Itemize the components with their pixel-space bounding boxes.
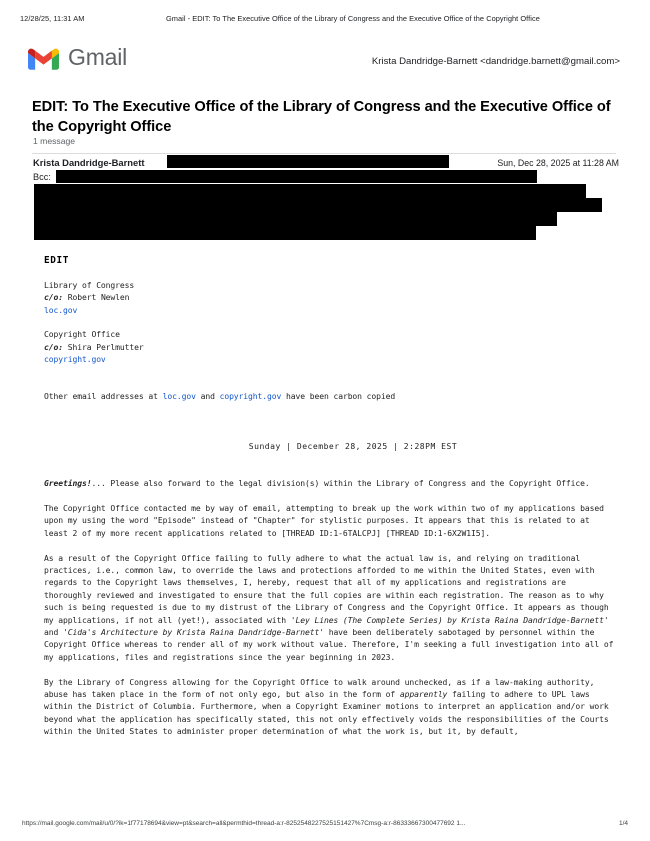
loc-contact-name: Robert Newlen [62,293,130,303]
print-footer [0,820,650,832]
print-header [0,14,650,28]
footer-page-number: 1/4 [618,820,628,827]
redaction-block [34,226,536,240]
print-header-title: Gmail - EDIT: To The Executive Office of the Library of Congress and the Executive Office of the Copyright Office [166,14,540,23]
copyright-link-line [44,354,614,366]
header-divider [32,153,616,154]
spacer [44,267,614,279]
edit-heading: EDIT [44,255,69,266]
paragraph-4-part-b: failing to adhere to UPL laws within the District of Columbia. Furthermore, when a Copyright Examiner motions to interpret an application and/or work beyond what the application has specifically stated, this not only effectively voids the responsibilities of the Courts within the United States to administer proper determination of what the work is, but it, by default, [44,690,609,737]
footer-divider [0,812,650,813]
cc-middle: and [195,392,220,402]
copyright-gov-link[interactable]: copyright.gov [44,355,106,365]
message-date: Sun, Dec 28, 2025 at 11:28 AM [497,158,619,168]
spacer [44,367,614,379]
paragraph-greeting [44,478,614,490]
spacer [44,379,614,391]
loc-link-line [44,305,614,317]
redaction-block [167,155,449,168]
paragraph-3-part-c: have been deliberately sabotaged by personnel within the Copyright Office whereas to render all of my work without value. Therefore, I'm seeking a full investigation into all of my applications, files and registrations since the year beginning in 2023. [44,628,614,662]
message-body [44,255,614,739]
copyright-gov-link[interactable]: copyright.gov [219,392,282,402]
gmail-wordmark: Gmail [68,44,128,70]
paragraph-3-conjunction: and [44,628,63,638]
spacer [44,416,614,428]
loc-gov-link[interactable]: loc.gov [44,305,78,315]
paragraph-4-part-a: By the Library of Congress allowing for the Copyright Office to walk around unchecked, as if a law-making authority, abuse has taken place in the form of not only ego, but also in the form of [44,677,595,700]
loc-org-line: Library of Congress [44,280,135,290]
work-title-cidas-architecture: 'Cida's Architecture by Krista Raina Dandridge-Barnett' [62,628,324,638]
co-label: c/o: [44,342,63,352]
print-header-date: 12/28/25, 11:31 AM [20,14,85,23]
paragraph-4 [44,677,614,739]
copyright-contact-line [44,342,614,354]
gmail-m-icon [28,47,59,71]
message-count: 1 message [33,136,76,146]
redaction-block [56,170,537,183]
co-label: c/o: [44,293,63,303]
paragraph-3 [44,553,614,665]
bcc-label: Bcc: [33,172,51,182]
greeting-emphasis: Greetings! [44,479,92,489]
spacer [44,491,614,503]
loc-gov-link[interactable]: loc.gov [162,392,196,402]
letter-datestamp: Sunday | December 28, 2025 | 2:28PM EST [248,441,458,451]
cc-prefix: Other email addresses at [44,392,163,402]
paragraph-2: The Copyright Office contacted me by way of email, attempting to break up the work within two of my applications based upon my using the word "Episode" instead of "Chapter" for stylistic purposes. It appears that this is related to at least 2 of my more recent applications related to [THREAD ID:1-6TALCPJ] [THREAD ID:1-6X2W1I5]. [44,503,604,538]
spacer [44,404,614,416]
work-title-ley-lines: 'Ley Lines (The Complete Series) by Krista Raina Dandridge-Barnett' [290,615,609,625]
greeting-text: ... Please also forward to the legal division(s) within the Library of Congress and the Copyright Office. [91,479,590,489]
copyright-org-line: Copyright Office [44,330,120,340]
sender-name: Krista Dandridge-Barnett [33,157,145,168]
account-identity: Krista Dandridge-Barnett <dandridge.barnett@gmail.com> [371,56,620,67]
carbon-copy-line [44,391,614,403]
spacer [44,466,614,478]
spacer [44,429,614,441]
redaction-block [34,212,557,226]
paragraph-4-emphasis: apparently [399,690,448,700]
footer-url: https://mail.google.com/mail/u/0/?ik=1f77178694&view=pt&search=all&permthid=thread-a:r-8252548227525151427%7Cmsg-a:r-86333667300477692 1... [22,820,466,827]
spacer [44,317,614,329]
page-title: EDIT: To The Executive Office of the Library of Congress and the Executive Office of the Copyright Office [32,99,611,136]
cc-suffix: have been carbon copied [281,392,396,402]
paragraph-3-part-a: As a result of the Copyright Office failing to fully adhere to what the actual law is, and relying on traditional practices, i.e., common law, to override the laws and protections afforded to me within the United States, even with regards to the Copyright laws themselves, I, hereby, request that all of my applications and registrations are thoroughly reviewed and investigated to ensure that the full copies are within each registration. The reason as to why such is being requested is due to my distrust of the Library of Congress and the Copyright Office. It appears as though my applications, if not all (yet!), associated with [44,553,609,625]
spacer [44,664,614,676]
spacer [44,453,614,465]
redaction-block [34,184,586,198]
brand-row [0,44,650,78]
copyright-contact-name: Shira Perlmutter [62,342,144,352]
gmail-logo [28,46,127,71]
redaction-block [34,198,602,212]
loc-contact-line [44,292,614,304]
spacer [44,540,614,552]
